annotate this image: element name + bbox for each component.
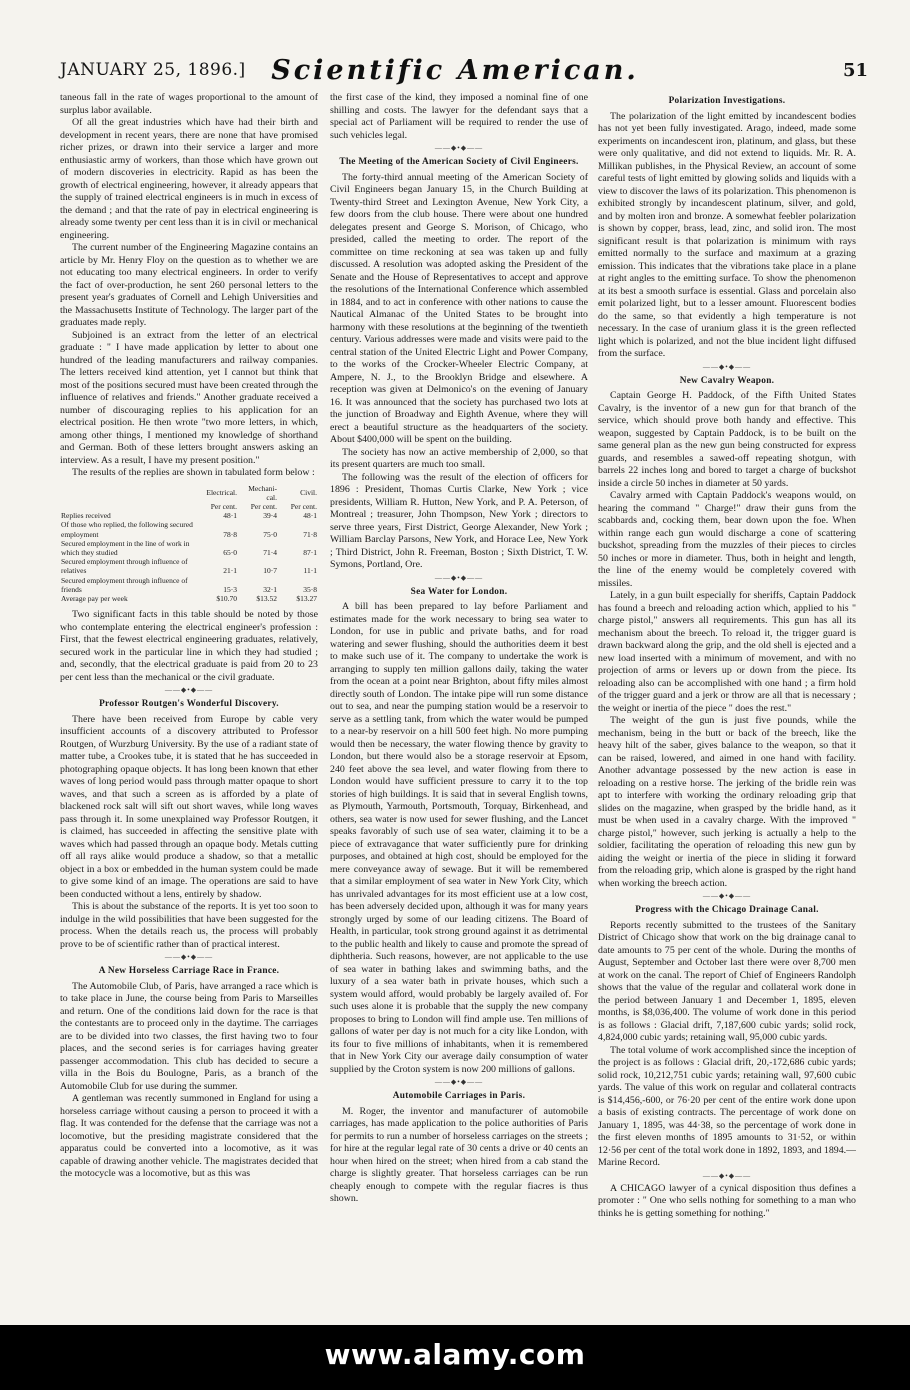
cell: 10·7 [263,566,277,576]
row-label: Secured employment in the line of work in which they studied [61,538,190,557]
paragraph: taneous fall in the rate of wages proportional to the amount of surplus labor available. [60,92,318,116]
cell: 21·1 [223,566,237,576]
table-subheader: Per cent. [210,501,237,511]
paragraph: The total volume of work accomplished since the inception of the project is as follows : Glacial drift, 20,-172,686 cubic yards; solid rock, 10,212,751 cubic yards; retaining wall, 97,600 cubic yards. The value of this work on regular and collateral contracts is $14,456,-600, or 76·20 per cent of the entire work done upon a basis of existing contracts. The percentage of work done on January 1, 1895, was 44·38, so the percentage of work done in the first eleven months of 1895 amounts to 31·52, or within 12·56 per cent of the total work done in 1892, 1893, and 1894.—Marine Record. [598,1044,856,1168]
cell: 78·8 [223,529,237,539]
cell: 65·0 [223,547,237,557]
cell: 87·1 [303,547,317,557]
column-3 [598,92,856,1302]
paragraph: The current number of the Engineering Magazine contains an article by Mr. Henry Floy on the question as to whether we are not educating too many electrical engineers. In order to verify the fact of over-production, he sent 260 personal letters to the present year's graduates of Cornell and Lehigh Universities and the Massachusetts Institute of Technology. The larger part of the graduates made reply. [60,242,318,328]
cell: $10.70 [216,593,237,603]
cell: 48·1 [303,511,317,521]
paragraph: Cavalry armed with Captain Paddock's weapons would, on hearing the command " Charge!" draw their guns from the scabbards and, cocking them, bear down upon the foe. When within range each gun would discharge a cone of scattering buckshot, spreading from the muzzles of their pieces to circles 50 inches or more in diameter. Thus, both in height and length, the line of the enemy would be completely covered with missiles. [598,490,856,589]
paragraph: A gentleman was recently summoned in England for using a horseless carriage without causing a person to proceed it with a flag. It was contended for the defense that the carriage was not a locomotive, but the presiding magistrate considered that the apparatus could be converted into a locomotive, as it was capable of drawing another vehicle. The magistrates decided that the motocycle was a locomotive, but as this was [60,1093,318,1180]
paragraph: The society has now an active membership of 2,000, so that its present quarters are much too small. [330,446,588,470]
row-label: Secured employment through influence of friends [61,575,188,594]
cell: 48·1 [223,511,237,521]
cell: 11·1 [303,566,317,576]
paragraph: The forty-third annual meeting of the American Society of Civil Engineers began January 15, in the Church Building at Twenty-third Street and Lexington Avenue, New York City, a few doors from the club house. There were about one hundred delegates present and George S. Morison, of Chicago, who presided, called the meeting to order. The report of the committee on time reckoning at sea was taken up and fully discussed. A resolution was adopted asking the President of the Senate and the House of Representatives to accept and approve the resolutions of the International Conference which assembled in 1884, and to act in conference with other nations to cause the Nautical Almanac of the United States to be brought into harmony with these resolutions at the beginning of the twentieth century. Various addresses were made and visits were paid to the central station of the United Electric Light and Power Company, to the works of the Crocker-Wheeler Electric Company, at Ampere, N. J., to the Brooklyn Bridge and elsewhere. A reception was given at Delmonico's on the evening of January 16. It was announced that the society has purchased two lots at the junction of Broadway and Eighth Avenue, where they will erect a beautiful structure as the headquarters of the society. About $400,000 will be spent on the building. [330,171,588,445]
paragraph: The polarization of the light emitted by incandescent bodies has not yet been fully investigated. Arago, indeed, made some experiments on incandescent iron, platinum, and glass, but these were only qualitative, and did not extend to liquids. Mr. R. A. Millikan publishes, in the Physical Review, an account of some careful tests of light emitted by glowing solids and liquids with a view to discover the laws of its polarization. This phenomenon is exhibited strongly by incandescent platinum, silver, and gold, and by molten iron and bronze. A somewhat feebler polarization is shown by copper, brass, lead, zinc, and solid iron. The most significant result is that polarization is minimum with rays emitted normally to the surface and maximum at a grazing emission. This indicates that the vibrations take place in a plane at right angles to the emitting surface. To show the phenomenon at its best a smooth surface is essential. Glass and porcelain also emit polarized light, but to a lesser amount. Fluorescent bodies do the same, so that evidently a high temperature is not necessary. In the case of uranium glass it is the green reflected light which is polarized, and not the blue incident light diffused from the surface. [598,110,856,359]
row-label: Average pay per week [61,593,128,603]
article-heading: Professor Routgen's Wonderful Discovery. [99,699,279,710]
section-ornament: ——◆•◆—— [164,686,214,695]
section-ornament: ——◆•◆—— [702,892,752,900]
cell: 71·4 [263,547,277,557]
row-label: Replies received [61,511,111,521]
watermark-text: www.alamy.com [324,1338,586,1371]
table-row [60,520,318,538]
paragraph: The results of the replies are shown in tabulated form below : [72,467,315,478]
cell: 32·1 [263,584,277,594]
section-ornament: ——◆•◆—— [702,1171,752,1180]
section-ornament: ——◆•◆—— [702,362,752,371]
paragraph: Reports recently submitted to the trustees of the Sanitary District of Chicago show that work on the big drainage canal to date amounts to 75 per cent of the whole. During the months of August, September and October last there were over 8,700 men at work on the canal. The report of Chief of Engineers Randolph shows that the value of the regular and collateral work done in the period between January 1 and December 1, 1895, eleven months, is $8,036,400. The volume of work done in this period is as follows : Glacial drift, 7,187,600 cubic yards; solid rock, 4,824,000 cubic yards; retaining wall, 95,000 cubic yards. [598,919,856,1043]
cell: 35·8 [303,584,317,594]
article-heading: Progress with the Chicago Drainage Canal. [635,905,819,915]
table-row [60,557,318,575]
paragraph: A CHICAGO lawyer of a cynical disposition thus defines a promoter : " One who sells nothing for something to a man who thinks he is getting something for nothing." [598,1182,856,1219]
paragraph: There have been received from Europe by cable very insufficient accounts of a discovery attributed to Professor Routgen, of Wurzburg University. By the use of a radiant state of matter tube, a Crookes tube, it is stated that he has succeeded in photographing opaque objects. It has long been known that ether waves of long period would pass through matter opaque to short waves, and that such a screen as is afforded by a plate of blackened rock salt will sift out short waves, while long waves pass through it. In some unexplained way Professor Routgen, it is claimed, has succeeded in affecting the sensitive plate with waves which had passed through an opaque body. Metals cutting off all rays alike would produce a shadow, so that a metallic object in a box or embedded in the human system could be made to give some kind of an image. The operations are said to have been conducted without a lens, entirely by shadow. [60,713,318,900]
article-heading: The Meeting of the American Society of Civil Engineers. [339,157,579,167]
page-number: 51 [842,60,868,81]
cell: $13.52 [256,593,277,603]
paragraph: The Automobile Club, of Paris, have arranged a race which is to take place in June, the course being from Paris to Marseilles and return. One of the conditions laid down for the race is that the contestants are to proceed only in the daytime. The carriages are to be divided into two classes, the first having two to four places, and the second series is for carriages having greater passenger accommodation. This club has decided to secure a villa in the Bois du Boulogne, Paris, as a branch of the Automobile Club for use during the summer. [60,980,318,1092]
table-subheader: Per cent. [290,501,317,511]
paragraph: Lately, in a gun built especially for sheriffs, Captain Paddock has found a breech and reloading action which, applied to his " charge pistol," answers all requirements. This gun has all its mechanism about the breech. To reload it, the trigger guard is drawn backward along the grip, and the old shell is ejected and a new load inserted with a minimum of movement, and with no projection of arms or levers up or down from the piece. Its reloading also can be accomplished with one hand ; a firm hold of the trigger guard and a jerk or throw are all that is necessary ; the weight or inertia of the piece " does the rest." [598,590,856,714]
table-row [60,539,318,557]
column-1 [60,92,318,1302]
section-ornament: ——◆•◆—— [434,144,484,152]
issue-date: JANUARY 25, 1896.] [60,60,246,80]
table-row [60,594,318,603]
table-header: Civil. [300,488,317,498]
paragraph: Subjoined is an extract from the letter of an electrical graduate : " I have made application by letter to about one hundred of the leading manufacturers and railway companies. The letters received kind attention, yet I cannot but think that most of the positions secured must have been created through the influence of relatives and friends." Another graduate received a number of discouraging replies to his application for an electrical position. He then wrote "two more letters, in which, among other things, I mentioned my knowledge of shorthand and German. Both of these letters brought answers asking an interview. As a result, I have my present position." [60,329,318,466]
cell: $13.27 [296,593,317,603]
section-ornament: ——◆•◆—— [164,953,214,962]
article-heading: Automobile Carriages in Paris. [392,1091,526,1101]
results-table [60,484,318,604]
cell: 15·3 [223,584,237,594]
column-2 [330,92,588,1302]
article-heading: Polarization Investigations. [668,96,786,106]
masthead-title: Scientific American. [271,55,639,86]
table-header: Mechani-cal. [248,483,277,502]
table-row [60,511,318,520]
paragraph: Of all the great industries which have had their birth and development in recent years, there are none that have promised richer prizes, or drawn into their service a larger and more enthusiastic army of workers, than those which have grown out of modern discoveries in electricity. Rapid as has been the growth of electrical engineering, however, it already appears that the supply of trained electrical engineers is in much in excess of the demand ; and that the rate of pay in electrical engineering is already some twenty per cent less than it is in civil or mechanical engineering. [60,117,318,241]
section-ornament: ——◆•◆—— [434,1078,484,1086]
table-header: Electrical. [206,488,237,498]
table-row [60,576,318,594]
paragraph: The weight of the gun is just five pounds, while the mechanism, being in the butt or back of the breech, like the heavy hilt of the saber, gives balance to the weapon, so that it can be raised, lowered, and aimed in one hand with facility. Another advantage possessed by the new action is ease in reloading on a restive horse. The jerking of the bridle rein was apt to interfere with working the ordinary reloading grip that slides on the magazine, when grasped by the bridle hand, as it must be when used in a cavalry charge. With the improved " charge pistol," however, such jerking is actually a help to the soldier, facilitating the operation of reloading this new gun by aiding the weight or inertia of the piece in sliding it forward from the reloading grip, which alone is grasped by the right hand when working the breech action. [598,715,856,889]
section-ornament: ——◆•◆—— [434,573,484,582]
paragraph: Captain George H. Paddock, of the Fifth United States Cavalry, is the inventor of a new gun for that branch of the service, which should prove both handy and effective. This weapon, suggested by Captain Paddock, is to be built on the same general plan as the new gun being constructed for express guards, and resembles a sawed-off repeating shotgun, with barrels 22 inches long and bored to target a charge of buckshot inside a circle 50 inches in diameter at 50 yards. [598,390,856,489]
paragraph: The following was the result of the election of officers for 1896 : President, Thomas Curtis Clarke, New York ; vice presidents, William R. Hutton, New York, and P. A. Peterson, of Montreal ; treasurer, John Thompson, New York ; directors to serve three years, First District, George Alexander, New York ; William Barclay Parsons, New York, and Horace Lee, New York ; Third District, John R. Freeman, Boston ; Sixth District, T. W. Symons, Portland, Ore. [330,471,588,570]
row-label: Of those who replied, the following secured employment [61,520,193,539]
paragraph: A bill has been prepared to lay before Parliament and estimates made for the work necessary to bring sea water to London, for use in public and private baths, and for road watering and sewer flushing, should the authorities deem it best to make such use of it. The company to undertake the work is arranging to supply ten million gallons daily, taking the water from the ocean at a point near Brighton, about fifty miles almost directly south of London. The intake pipe will run some distance out to sea, and near the pumping station would be a reservoir to serve as a settling tank, from which the water would be pumped to a near-by reservoir on a hill 500 feet high. No more pumping would then be necessary, the water flowing thence by gravity to London, but there would also be a storage reservoir at Epsom, 240 feet above the sea level, and water flowing from there to London would have sufficient pressure to carry it to the top stories of high buildings. It is said that in several English towns, as Plymouth, Yarmouth, Portsmouth, Torquay, Birkenhead, and others, sea water is now used for sewer flushing, and the Lancet speaks favorably of such use of sea water, claiming it to be a piece of extravagance that water sufficiently pure for drinking purposes, and obtained at high cost, should be employed for the mere conveyance away of sewage. But it will be remembered that a similar employment of sea water in New York City, which has unrivaled advantages for its most efficient use at a low cost, has been adversely decided upon, although it was for many years strongly urged by some of our leading citizens. The Board of Health, in particular, took strong ground against it as detrimental to the public health and likely to cause and promote the spread of diphtheria. Such reasons, however, are not applicable to the use of sea water in bathing lakes and swimming baths, and the luxury of a sea water bath in private houses, which such a system would afford, would probably be largely availed of. For such uses alone it is probable that the supply the new company proposes to bring to London will find ample use. Ten millions of gallons of water per day is not much for a city like London, with its four to five millions of inhabitants, when it is remembered that in New York City our average daily consumption of water supplied by the Croton system is now 200 millions of gallons. [330,601,588,1075]
paragraph: This is about the substance of the reports. It is yet too soon to indulge in the wild possibilities that have been suggested for the process. When the details reach us, the process will probably prove to be of scientific rather than of practical interest. [60,901,318,950]
table-subheader: Per cent. [250,501,277,511]
article-heading: A New Horseless Carriage Race in France. [98,966,280,977]
paragraph: the first case of the kind, they imposed a nominal fine of one shilling and costs. The lawyer for the defendant says that a special act of Parliament will be required to render the use of such vehicles legal. [330,92,588,141]
paragraph: Two significant facts in this table should be noted by those who contemplate entering the electrical engineer's profession : First, that the fewest electrical engineering graduates, relatively, secured work in the particular line in which they had studied ; and, secondly, that the electrical graduate is paid from 20 to 23 per cent less than the mechanical or the civil graduate. [60,609,318,683]
cell: 39·4 [263,511,277,521]
article-heading: New Cavalry Weapon. [679,375,775,386]
paragraph: M. Roger, the inventor and manufacturer of automobile carriages, has made application to the police authorities of Paris for permits to run a number of horseless carriages on the streets ; for hire at the regular legal rate of 30 cents a drive or 40 cents an hour when hired on the street; when hired from a cab stand the charge is slightly greater. That horseless carriages can be run cheaply enough to compete with the regular fiacres is thus shown. [330,1105,588,1204]
row-label: Secured employment through influence of relatives [61,557,188,576]
article-heading: Sea Water for London. [410,586,508,597]
cell: 71·8 [303,529,317,539]
cell: 75·0 [263,529,277,539]
